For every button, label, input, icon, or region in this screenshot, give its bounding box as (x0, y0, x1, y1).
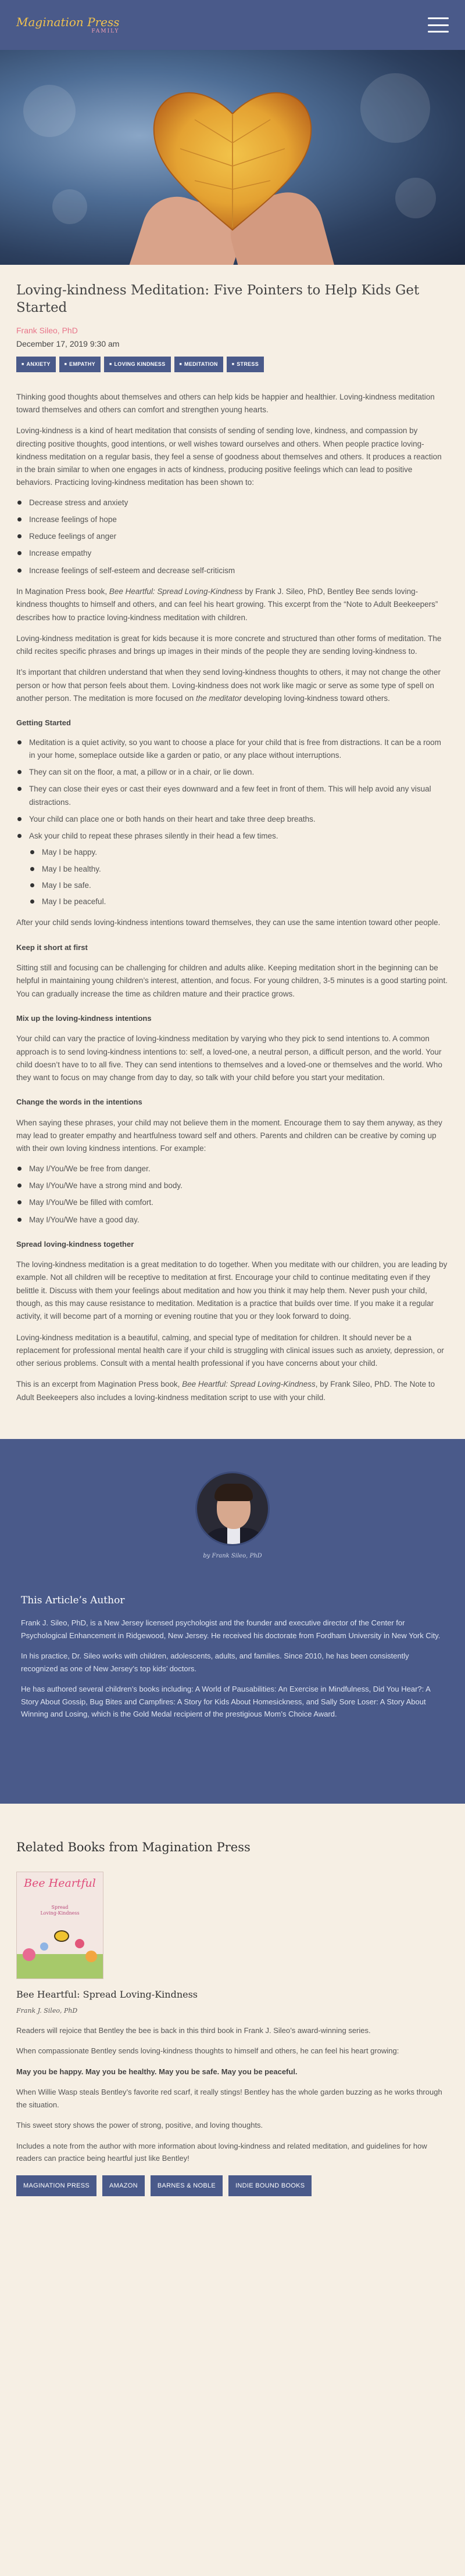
tag-list (16, 357, 449, 372)
author-bio: In his practice, Dr. Sileo works with children, adolescents, adults, and families. Since 2010, he has been consistently recognized as one of New Jersey’s top kids’ doctors. (21, 1652, 409, 1673)
list-item: May I be peaceful. (29, 895, 449, 908)
book-description: Includes a note from the author with more information about loving-kindness and related meditation, and guidelines for how readers can practice being heartful just like Bentley! (16, 2141, 427, 2163)
tag-stress[interactable]: ■ STRESS (227, 357, 264, 372)
list-item: May I be healthy. (29, 863, 449, 876)
buy-barnes-noble-button[interactable]: BARNES & NOBLE (151, 2175, 223, 2196)
related-heading: Related Books from Magination Press (16, 1840, 251, 1854)
book-title-inline: Bee Heartful: Spread Loving-Kindness (109, 587, 243, 596)
author-panel (0, 1439, 465, 1804)
buy-amazon-button[interactable]: AMAZON (102, 2175, 145, 2196)
tag-icon: ■ (179, 362, 183, 366)
leaf-heart-icon (140, 67, 326, 242)
section-heading: Getting Started (16, 718, 71, 728)
buy-buttons (16, 2175, 449, 2196)
author-bio: He has authored several children’s books including: A World of Pausabilities: An Exercise in Mindfulness, Did You Hear?: A Story About Gossip, Bug Bites and Campfires: A Story for Kids About Homesickness, and Sally Sore Loser: A Story About Winning and Losing, which is the Gold Medal recipient of the prestigious Mom’s Choice Award. (21, 1685, 431, 1719)
book-description: When compassionate Bentley sends loving-kindness thoughts to himself and others, he can feel his heart growing: (16, 2046, 399, 2056)
steps-list (16, 736, 449, 909)
list-item: They can close their eyes or cast their eyes downward and a few feet in front of them. This will help avoid any visual distractions. (16, 783, 449, 809)
book-description: This sweet story shows the power of strong, positive, and loving thoughts. (16, 2121, 263, 2130)
tag-icon: ■ (22, 362, 24, 366)
author-bio: Frank J. Sileo, PhD, is a New Jersey licensed psychologist and the founder and executive director of the Center for Psychological Enhancement in Ridgewood, New Jersey. He received his doctorate from Fordham University in New York City. (21, 1618, 441, 1640)
article-paragraph: Loving-kindness meditation is a beautiful, calming, and special type of meditation for children. It should never be a replacement for professional mental health care if your child is struggling with clinical issues such as anxiety, depression, or other serious problems. Consult with a mental health professional if you have concerns about your child. (16, 1333, 444, 1368)
list-item: Increase feelings of self-esteem and decrease self-criticism (16, 564, 449, 577)
article-paragraph: In Magination Press book, Bee Heartful: Spread Loving-Kindness by Frank J. Sileo, PhD, Bentley Bee sends loving-kindness thoughts to himself and others, and can feel his heart growing. This excerpt from the “Note to Adult Beekeepers” describes how to practice loving-kindness meditation with children. (16, 587, 438, 622)
tag-icon: ■ (109, 362, 112, 366)
book-author: Frank J. Sileo, PhD (16, 2006, 78, 2014)
list-item: May I be safe. (29, 879, 449, 892)
site-logo[interactable] (16, 16, 120, 34)
list-item: Your child can place one or both hands on their heart and take three deep breaths. (16, 813, 449, 826)
phrases-list (29, 846, 449, 908)
article-paragraph: The loving-kindness meditation is a great meditation to do together. When you meditate with our children, you are leading by example. Not all children will be receptive to meditation at first. Encourage your child to continue meditating even if they belittle it. Discuss with them your feelings about meditation and how you think it may help them. Never push your child, though, as this may cause resistance to meditation. Meditation is a practice that builds over time. If you make it a regular activity, it will become part of a morning or evening routine that you or they look forward to doing. (16, 1260, 448, 1321)
tag-anxiety[interactable]: ■ ANXIETY (16, 357, 56, 372)
list-item: Meditation is a quiet activity, so you want to choose a place for your child that is free from distractions. It can be a room in your home, someplace outside like a garden or patio, or any place without interruptions. (16, 736, 449, 762)
buy-magination-press-button[interactable]: MAGINATION PRESS (16, 2175, 96, 2196)
list-item: Ask your child to repeat these phrases silently in their head a few times. May I be happy. May I be healthy. May I be safe. May I be peaceful. (16, 830, 449, 908)
list-item: Decrease stress and anxiety (16, 497, 449, 509)
book-title[interactable]: Bee Heartful: Spread Loving-Kindness (16, 1988, 198, 2000)
section-heading: Mix up the loving-kindness intentions (16, 1013, 152, 1023)
book-description: Readers will rejoice that Bentley the bee is back in this third book in Frank J. Sileo’s award-winning series. (16, 2026, 371, 2035)
article-paragraph: When saying these phrases, your child may not believe them in the moment. Encourage them to say them anyway, as they may lead to greater empathy and heartfulness toward self and others. Parents and children can be creative by coming up with their own loving kindness intentions. For example: (16, 1118, 442, 1153)
section-heading: Keep it short at first (16, 942, 88, 952)
article-title: Loving-kindness Meditation: Five Pointers to Help Kids Get Started (16, 283, 420, 315)
article-paragraph: Your child can vary the practice of loving-kindness meditation by varying who they pick to send intentions to. A common approach is to send loving-kindness intentions to: self, a loved-one, a neutral person, a difficult person, and the world. Your child doesn’t have to to all five. They can send intentions to themselves and a loved-one or themselves and the world. Who they want to focus on may change from day to day, so talk with your child before you start your meditation. (16, 1034, 442, 1082)
article-intro: Thinking good thoughts about themselves and others can help kids be happier and healthier. Loving-kindness meditation toward themselves and others can comfort and strengthen young hearts. (16, 392, 435, 415)
emphasis-text: the meditator (195, 693, 242, 703)
book-title-inline: Bee Heartful: Spread Loving-Kindness (182, 1380, 316, 1389)
bee-icon (54, 1930, 69, 1942)
benefits-list (16, 497, 449, 577)
logo-sub-text: FAMILY (91, 28, 120, 34)
author-heading: This Article’s Author (21, 1595, 125, 1607)
list-item: May I/You/We have a strong mind and body. (16, 1179, 449, 1192)
cover-title: Bee Heartful (24, 1876, 96, 1890)
list-item: May I/You/We be filled with comfort. (16, 1196, 449, 1209)
section-heading: Spread loving-kindness together (16, 1239, 134, 1249)
article-paragraph: Sitting still and focusing can be challenging for children and adults alike. Keeping meditation short in the beginning can be helpful in maintaining young children’s interest, attention, and focus. For young children, 3-5 minutes is a good starting point. You can gradually increase the time as children mature and their practice grows. (16, 963, 448, 998)
photo-caption: by Frank Sileo, PhD (203, 1552, 262, 1559)
book-cover-image[interactable] (16, 1872, 103, 1979)
list-item: Increase empathy (16, 547, 449, 560)
logo-main-text: Magination Press (16, 15, 120, 29)
list-item: They can sit on the floor, a mat, a pillow or in a chair, or lie down. (16, 766, 449, 779)
cover-subtitle: Spread Loving-Kindness (40, 1904, 80, 1916)
buy-indie-bound-button[interactable]: INDIE BOUND BOOKS (228, 2175, 312, 2196)
article-paragraph: This is an excerpt from Magination Press book, Bee Heartful: Spread Loving-Kindness, by Frank Sileo, PhD. The Note to Adult Beekeepers also includes a loving-kindness meditation script to use with your child. (16, 1380, 435, 1402)
list-item: Reduce feelings of anger (16, 530, 449, 543)
book-description: When Willie Wasp steals Bentley’s favorite red scarf, it really stings! Bentley has the whole garden buzzing as he works through the situation. (16, 2088, 442, 2109)
article-paragraph: It’s important that children understand that when they send loving-kindness thoughts to others, it may not change the other person or how that person feels about them. Loving-kindness does not work like magic or serve as some type of spell on another person. The meditation is more focused on the meditator developing loving-kindness toward others. (16, 668, 441, 703)
article (0, 282, 465, 1439)
list-item: May I/You/We be free from danger. (16, 1163, 449, 1175)
article-date: December 17, 2019 9:30 am (16, 339, 120, 348)
list-item: Increase feelings of hope (16, 513, 449, 526)
hamburger-menu-icon[interactable] (428, 17, 449, 33)
tag-icon: ■ (231, 362, 235, 366)
tag-loving-kindness[interactable]: ■ LOVING KINDNESS (104, 357, 171, 372)
section-heading: Change the words in the intentions (16, 1098, 142, 1107)
hero-image (0, 50, 465, 265)
site-header (0, 0, 465, 50)
list-item: May I/You/We have a good day. (16, 1214, 449, 1226)
author-photo (195, 1472, 270, 1546)
article-paragraph: Loving-kindness is a kind of heart meditation that consists of sending of sending love, kindness, and compassion by directing positive thoughts, good intentions, or well wishes toward ourselves and others. When people practice loving-kindness meditation on a regular basis, they feel a sense of goodness about themselves and others. It produces a reaction in the brain similar to when one engages in acts of kindness, producing positive feelings which can lead to positive behaviors. Practicing loving-kindness meditation has been shown to: (16, 426, 442, 487)
article-paragraph: Loving-kindness meditation is great for kids because it is more concrete and structured than other forms of meditation. The child recites specific phrases and brings up images in their minds of the people they are sending loving-kindness to. (16, 634, 442, 656)
list-item: May I be happy. (29, 846, 449, 859)
examples-list (16, 1163, 449, 1226)
tag-icon: ■ (64, 362, 67, 366)
tag-empathy[interactable]: ■ EMPATHY (59, 357, 101, 372)
book-description: May you be happy. May you be healthy. May you be safe. May you be peaceful. (16, 2067, 298, 2076)
related-books (0, 1804, 465, 2196)
article-paragraph: After your child sends loving-kindness intentions toward themselves, they can use the same intention toward other people. (16, 918, 441, 927)
tag-meditation[interactable]: ■ MEDITATION (174, 357, 223, 372)
article-author[interactable]: Frank Sileo, PhD (16, 325, 78, 335)
